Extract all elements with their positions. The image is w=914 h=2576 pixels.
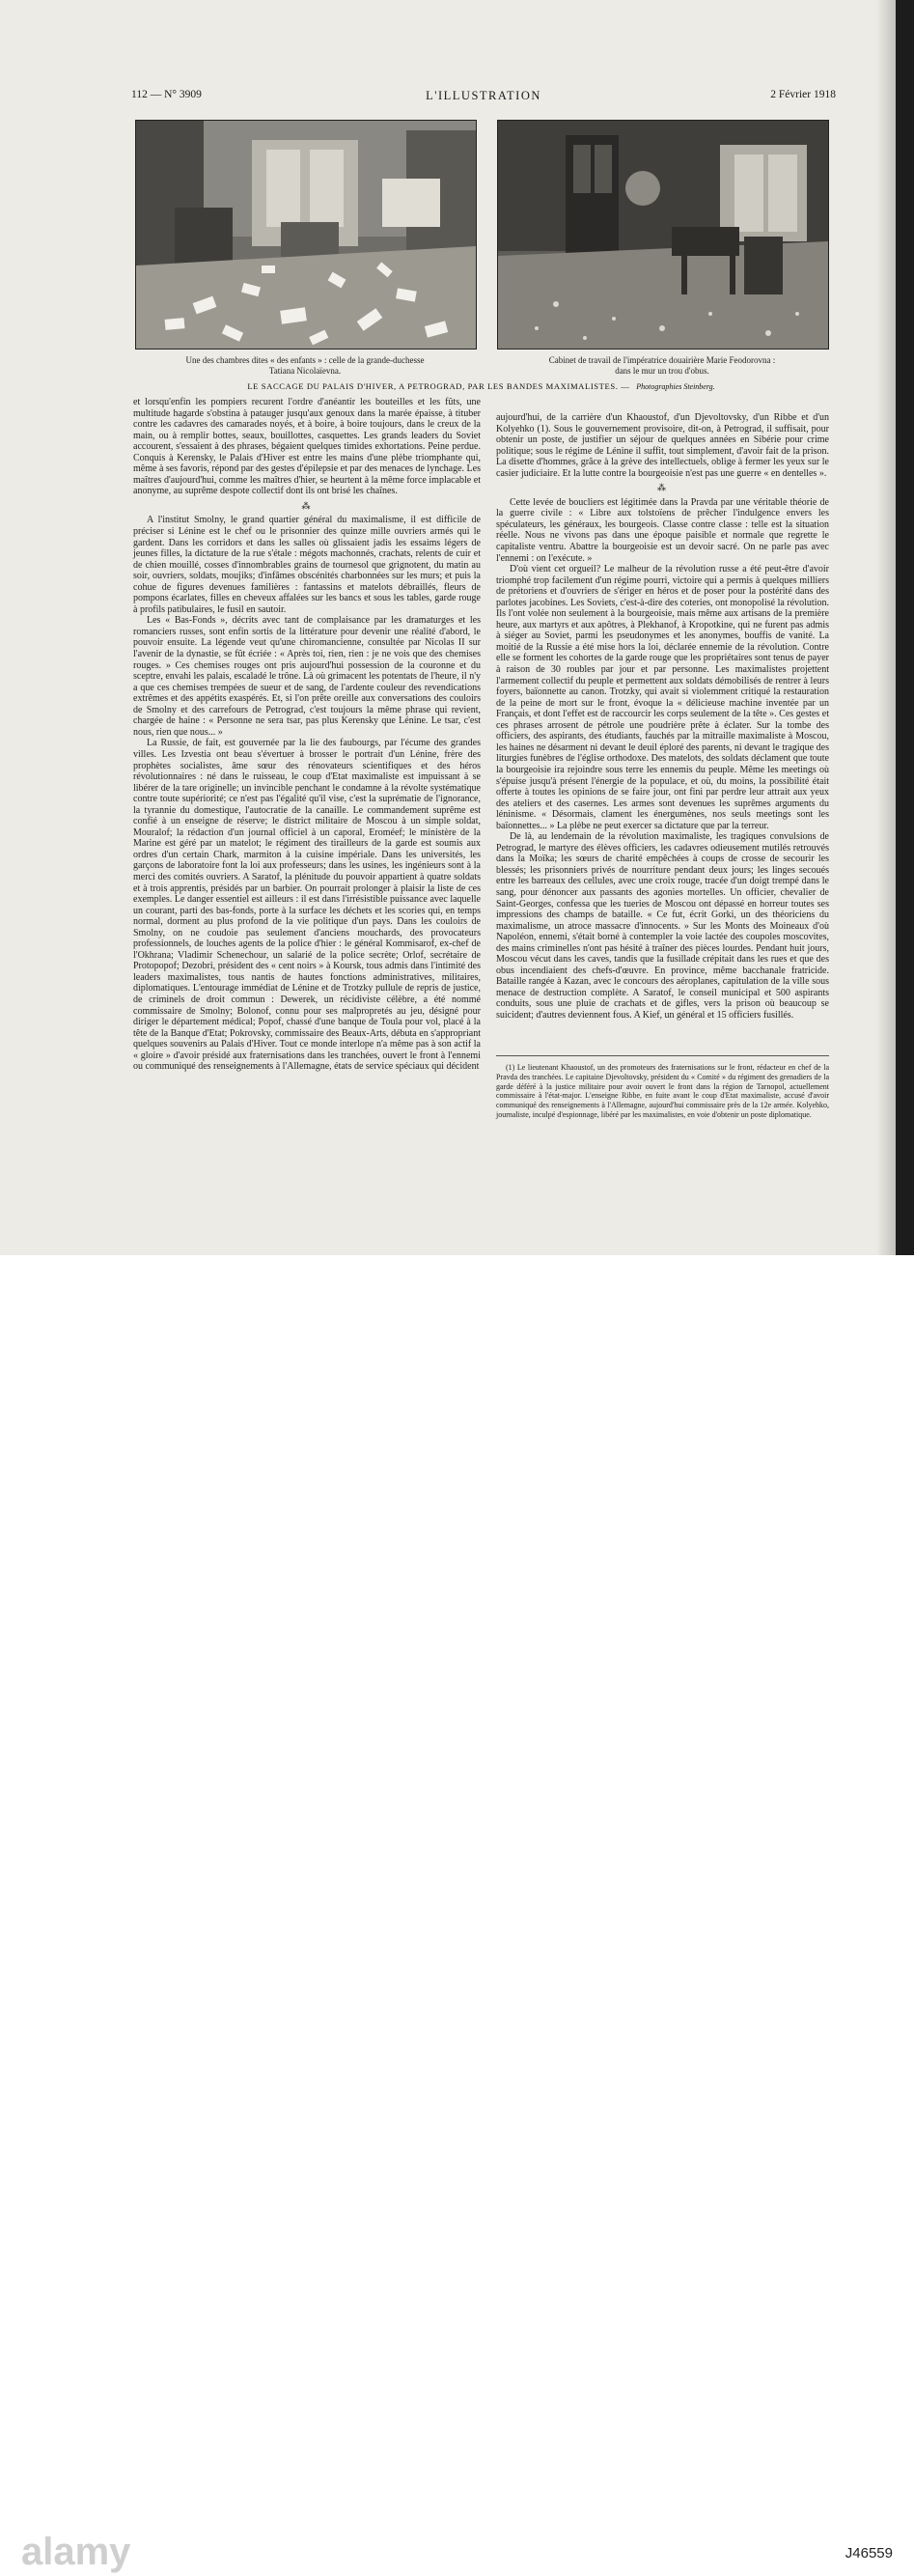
paragraph: aujourd'hui, de la carrière d'un Khaoustof, d'un Djevoltovsky, d'un Ribbe et d'un Kolyehko (1). Sous le gouvernement provisoire, dit-on, à Petrograd, il suffisait, pour obtenir un poste, de justifier un séjour de quelques années en Sibérie pour crime politique; sous le régime de Lénine il suffit, tout simplement, d'avoir fait de la prison. La disette d'hommes, grâce à la grève des intellectuels, oblige à fermer les yeux sur le casier judiciaire. Et la lutte contre la bourgeoisie n'est pas une guerre « en dentelles ». — [496, 412, 829, 479]
publication-title: L'ILLUSTRATION — [426, 89, 541, 102]
paragraph: La Russie, de fait, est gouvernée par la lie des faubourgs, par l'écume des grandes villes. Les Izvestia ont beau s'évertuer à brosser le portrait d'un Lénine, frère des prophètes socialistes, âme sœur des rénovateurs scientifiques et des héros révolutionnaires : né dans le ruisseau, le coup d'Etat maximaliste est impuissant à se libérer de la tare originelle; un invincible penchant le condamne à la révolte systématique contre toute supériorité; ce n'est pas l'égalité qu'il vise, c'est la suprématie de l'ignorance, la tyrannie du domestique, l'autocratie de la canaille. Le commandement suprême est confié à un enseigne de réserve; le district militaire de Moscou à un simple soldat, Mouralof; la rédaction d'un journal officiel à un caporal, Eroméef; le ministère de la Marine est géré par un matelot; le régiment des tirailleurs de la garde est soumis aux ordres d'un certain Chark, marmiton à la cuisine impériale. Dans les universités, les garçons de laboratoire font la loi aux professeurs; dans les usines, les ingénieurs sont à la merci des comités ouvriers. A Saratof, la plénitude du pouvoir appartient à quatre soldats et à trois apprentis, présidés par un barbier. On pourrait prolonger à plaisir la liste de ces exemples. Le danger essentiel est ailleurs : il est dans l'irrésistible puissance avec laquelle un courant, parti des bas-fonds, porte à la surface les déchets et les scories qui, en temps normal, dorment au plus profond de la vie politique d'un pays. Dans les couloirs de Smolny, on ne coudoie pas seulement d'anciens mouchards, des provocateurs professionnels, de louches agents de la police d'hier : le général Kommisarof, ex-chef de l'Okhrana; Vladimir Schenechour, un salarié de la police secrète; Orlof, secrétaire de Protopopof; Dezobri, président des « cent noirs » à Koursk, tous admis dans l'intimité des leaders maximalistes, tous nantis de hautes fonctions administratives, militaires, diplomatiques. L'entourage immédiat de Lénine et de Trotzky pullule de repris de justice, de criminels de droit commun : Dewerek, un récidiviste célèbre, a été nommé commissaire de Smolny; Bolonof, connu pour ses malpropretés au jeu, désigné pour diriger le département médical; Popof, chassé d'une banque de Toula pour vol, placé à la tête de la Banque d'Etat; Pokrovsky, commissaire des Beaux-Arts, débuta en s'appropriant quelques souvenirs au Palais d'Hiver. Tout ce monde interlope n'a même pas à son actif la « gloire » d'avoir présidé aux fraternisations dans les tranchées, ouvert le front à l'ennemi ou communiqué des renseignements à l'Allemagne, états de service spéciaux qui décident — [133, 738, 481, 1073]
issue-date: 2 Février 1918 — [770, 89, 836, 100]
photo-credit: Photographies Steinberg. — [636, 382, 715, 391]
caption-right-line2: dans le mur un trou d'obus. — [615, 366, 709, 376]
paragraph: A l'institut Smolny, le grand quartier général du maximalisme, il est difficile de préciser si Lénine est le chef ou le prisonnier des quinze mille ouvriers armés qui le gardent. Dans les corridors et dans les salles où glissaient jadis les essaims légers de jeunes filles, la dictature de la rue s'étale : mégots machonnés, crachats, relents de cuir et de chien mouillé, cosses d'innombrables grains de tournesol que grignotent, du matin au soir, ouvriers, soldats, moujiks; d'infâmes obscénités charbonnées sur les murs; et puis la cohue de figures devenues familières : fantassins et matelots débraillés, fleurs de pompons écarlates, filles en cheveux affalées sur les bancs et sous les tables, garde rouge à profils patibulaires, le fusil en sautoir. — [133, 515, 481, 615]
paragraph: Les « Bas-Fonds », décrits avec tant de complaisance par les dramaturges et les romanciers russes, sont enfin sortis de la littérature pour devenir une réalité d'abord, le pouvoir ensuite. La légende veut qu'une chiromancienne, consultée par Nicolas II sur l'avenir de la dynastie, se fût écriée : « Après toi, rien, rien : je ne vois que des chemises rouges. » Ces chemises rouges ont pris aujourd'hui possession de la couronne et du sceptre, envahi les palais, escaladé le trône. Là où grimacent les potentats de l'heure, il n'y a que ces chemises trempées de sueur et de sang, de l'ardente couleur des revendications extrêmes et des appétits exaspérés. Et, si l'on prête oreille aux conversations des couloirs de Smolny et des carrefours de Petrograd, c'est toujours la même phrase qui revient, chargée de haine : « Personne ne sera tsar, pas plus Kerensky que Lénine. Le tsar, c'est nous, rien que nous... » — [133, 615, 481, 738]
page-number: 112 — N° 3909 — [131, 89, 202, 100]
caption-right-line1: Cabinet de travail de l'impératrice douairière Marie Feodorovna : — [548, 355, 776, 365]
stock-image-id: J46559 — [845, 2545, 893, 2562]
footnote — [496, 1063, 829, 1120]
paragraph: D'où vient cet orgueil? Le malheur de la révolution russe a été peut-être d'avoir triomphé trop facilement d'un régime pourri, victoire qui a permis à quelques milliers de prétoriens et d'ouvriers de s'ériger en héros et de poser pour la postérité dans des parlotes jacobines. Les Soviets, c'est-à-dire des coteries, ont monopolisé la révolution. Ils l'ont volée non seulement à la bourgeoisie, mais même aux artisans de la première heure, aux martyrs et aux apôtres, à Plekhanof, à Kropotkine, qui ne furent pas admis à siéger au Soviet, parmi les pseudonymes et les anonymes, bouffis de vanité. La moitié de la Russie a été mise hors la loi, déclarée ennemie de la révolution. Contre elle se forment les cohortes de la garde rouge que les propriétaires sont tenus de payer à raison de 30 roubles par jour et par personne. Les maximalistes projettent l'armement collectif du peuple et permettent aux soldats démobilisés de rentrer à leurs foyers, baïonnette au canon. Trotzky, qui avait si violemment critiqué la restauration de la peine de mort sur le front, évoque la « délicieuse machine inventée par un Français, et dont l'effet est de raccourcir les corps seulement de la tête ». Ces gestes et ces phrases arrosent de pétrole une poudrière prête à éclater. Sur la tombe des officiers, des aspirants, des étudiants, fauchés par la mitraille maximaliste à Moscou, les haines ne désarment ni devant le deuil éploré des parents, ni devant le tragique des liturgies funèbres de l'église orthodoxe. Des matelots, des soldats déclament que toute la bourgeoisie ira rejoindre sous terre les ennemis du peuple. Même les meetings où s'épuise jusqu'à présent l'énergie de la populace, et où, du moins, la possibilité était offerte à toutes les opinions de se faire jour, ont fini par perdre leur attrait aux yeux des ateliers et des casernes. Les armes sont devenues les suprêmes arguments du léninisme. « Désormais, clament les énergumènes, nos seuls meetings sont les baïonnettes... » La plèbe ne peut exercer sa dictature que par la terreur. — [496, 564, 829, 831]
caption-left-line1: Une des chambres dites « des enfants » : celle de la grande-duchesse — [185, 355, 425, 365]
photo-banner-caption — [135, 381, 827, 391]
stock-logo-icon — [21, 2528, 176, 2576]
newspaper-page — [0, 0, 896, 1255]
caption-left — [135, 355, 475, 377]
article-column-right — [496, 412, 829, 1022]
footnote-rule — [496, 1055, 829, 1056]
paragraph: Cette levée de boucliers est légitimée dans la Pravda par une véritable théorie de la guerre civile : « Libre aux tolstoïens de prêcher l'indulgence envers les spéculateurs, les généraux, les bourgeois. Classe contre classe : telle est la situation réelle. Nous ne vivons pas dans une époque paisible et normale que regrette le capitaliste ventru. Abattre la bourgeoisie est un devoir sacré. On ne parle pas avec l'ennemi : on l'exécute. » — [496, 496, 829, 564]
caption-right — [497, 355, 827, 377]
book-spine — [896, 0, 914, 1255]
svg-text:alamy: alamy — [21, 2531, 131, 2573]
section-separator: ⁂ — [301, 500, 313, 511]
footnote-text: (1) Le lieutenant Khaoustof, un des promoteurs des fraternisations sur le front, rédacteur en chef de la Pravda des tranchées. Le capitaine Djevoltovsky, président du « Comité » du régiment des grenadiers de la garde déféré à la justice militaire pour avoir ouvert le front dans la région de Tarnopol, actuellement commissaire à l'état-major. L'enseigne Ribbe, en fuite avant le coup d'Etat maximaliste, accusé d'avoir communiqué des renseignements à l'Allemagne, aujourd'hui commissaire près de la 12e armée. Kolyehko, journaliste, inculpé d'espionnage, libéré par les maximalistes, en voie d'obtenir un poste diplomatique. — [496, 1063, 829, 1119]
gutter-shadow — [876, 0, 896, 1255]
article-column-left — [133, 397, 481, 1073]
stock-footer — [0, 1255, 914, 2573]
caption-left-line2: Tatiana Nicolaïevna. — [268, 366, 342, 376]
section-separator: ⁂ — [657, 483, 668, 493]
banner-text: LE SACCAGE DU PALAIS D'HIVER, A PETROGRAD, PAR LES BANDES MAXIMALISTES. — — [247, 381, 630, 391]
photo-childrens-room — [135, 120, 477, 350]
paragraph: et lorsqu'enfin les pompiers recurent l'ordre d'anéantir les bouteilles et les fûts, une multitude hagarde s'obstina à patauger jusqu'aux genoux dans la marée épaisse, à tituber contre les cadavres des camarades noyés, et à boire, à boire toujours, dans le creux de la main, ou à remplir bottes, seaux, bouillottes, casquettes. Les grands leaders du Soviet accourent, s'essaient à des phrases, bégaient quelques timides exhortations. Peine perdue. Conquis à Kerensky, le Palais d'Hiver est entre les mains d'une plèbe triomphante qui, même à ses favoris, répond par des gestes d'épilepsie et par des menaces de lynchage. Les maîtres d'aujourd'hui, comme les maîtres d'hier, se heurtent à la même force implacable et anonyme, au suprême despote collectif dont ils ont brisé les chaînes. — [133, 397, 481, 497]
page-header — [131, 89, 836, 104]
paragraph: De là, au lendemain de la révolution maximaliste, les tragiques convulsions de Petrograd, le martyre des élèves officiers, les cadavres odieusement mutilés retrouvés dans la Moïka; les sœurs de charité empêchées à coups de crosse de secourir les blessés; les prisonniers privés de nourriture pendant deux jours; les linges secoués entre les barreaux des cellules, avec une croix rouge, tracée d'un doigt trempé dans le sang, pour dénoncer aux passants des agonies mortelles. Un officier, chevalier de Saint-Georges, confessa que les tueries de Moscou ont dépassé en horreur toutes ses impressions des champs de bataille. « Ce fut, écrit Gorki, un des théoriciens du maximalisme, un atroce massacre d'innocents. » Sur les Monts des Moineaux d'où Napoléon, ennemi, s'était borné à contempler la voie lactée des coupoles moscovites, des mains criminelles n'ont pas hésité à traîner des pièces lourdes. Pendant huit jours, Moscou vécut dans les caves, tandis que la fusillade crépitait dans les rues et que des obus incendiaient des chefs-d'œuvre. En province, même bacchanale fratricide. Bataille rangée à Kazan, avec le concours des aéroplanes, capitulation de la ville sous menace de destruction complète. A Saratof, le conseil municipal et 500 aspirants conduits, sous une pluie de crachats et de gifles, vers la prison où beaucoup se suicident; d'autres deviennent fous. A Kief, un général et 15 officiers fusillés. — [496, 831, 829, 1021]
photo-empress-study — [497, 120, 829, 350]
